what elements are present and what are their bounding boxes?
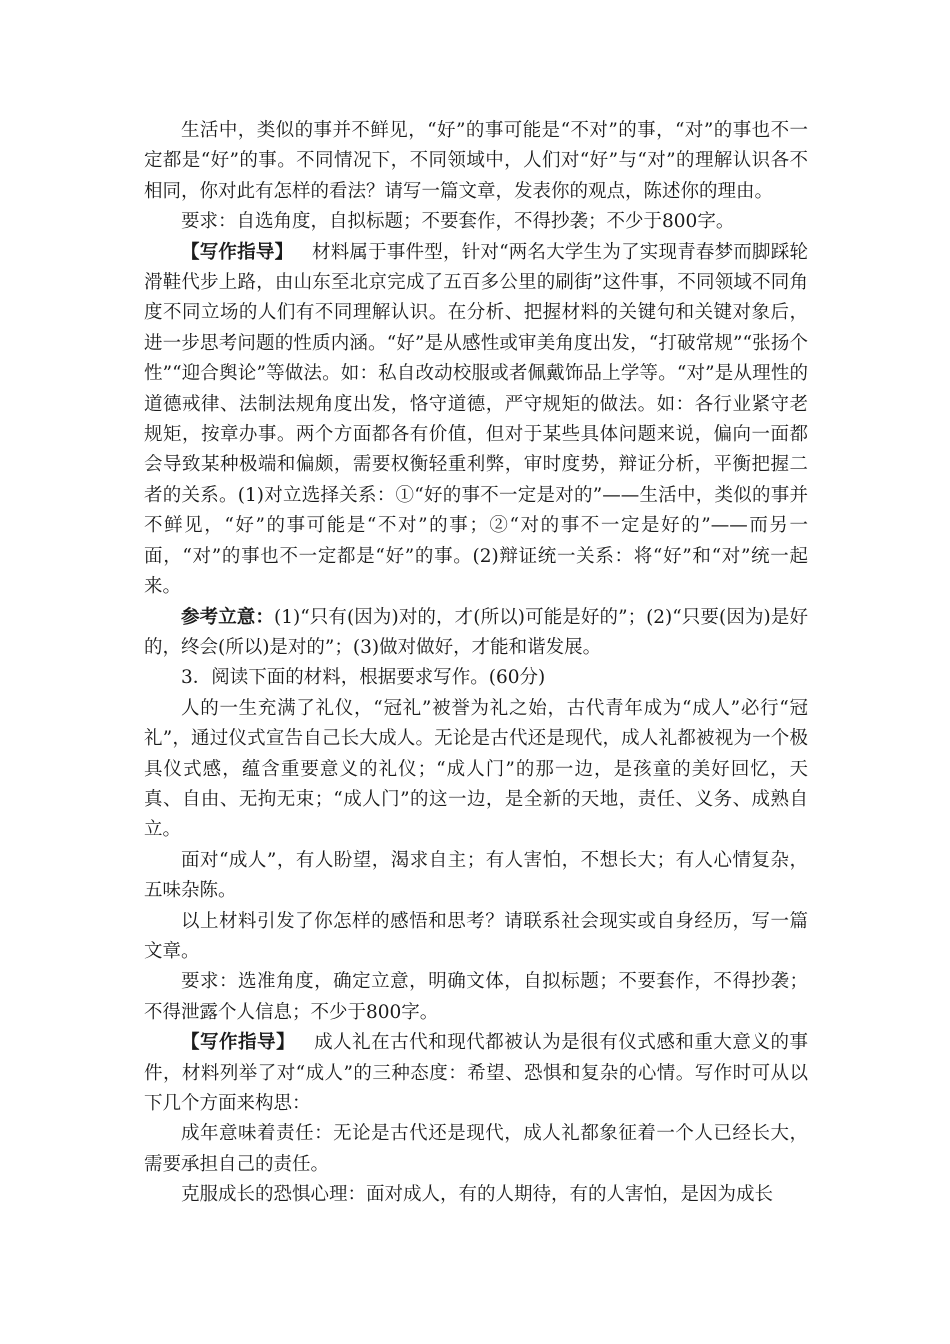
paragraph-text: 生活中，类似的事并不鲜见，“好”的事可能是“不对”的事，“对”的事也不一定都是“好”的事。不同情况下，不同领域中，人们对“好”与“对”的理解认识各不相同，你对此有怎样的看法？请写一篇文章，发表你的观点，陈述你的理由。 <box>144 120 808 202</box>
paragraph-question-3 <box>144 663 808 693</box>
paragraph-text: 材料属于事件型，针对“两名大学生为了实现青春梦而脚踩轮滑鞋代步上路，由山东至北京完成了五百多公里的刷街”这件事，不同领域不同角度不同立场的人们有不同理解认识。在分析、把握材料的关键句和关键对象后，进一步思考问题的性质内涵。“好”是从感性或审美角度出发，“打破常规”“张扬个性”“迎合舆论”等做法。如：私自改动校服或者佩戴饰品上学等。“对”是从理性的道德戒律、法制法规角度出发，恪守道德，严守规矩的做法。如：各行业紧守老规矩，按章办事。两个方面都各有价值，但对于某些具体问题来说，偏向一面都会导致某种极端和偏颇，需要权衡轻重利弊，审时度势，辩证分析，平衡把握二者的关系。(1)对立选择关系：①“好的事不一定是对的”——生活中，类似的事并不鲜见，“好”的事可能是“不对”的事；②“对的事不一定是好的”——而另一面，“对”的事也不一定都是“好”的事。(2)辩证统一关系：将“好”和“对”统一起来。 <box>144 241 808 598</box>
paragraph-requirements-2 <box>144 967 808 1028</box>
paragraph-attitudes <box>144 846 808 907</box>
paragraph-topic-statement <box>144 116 808 207</box>
paragraph-text: 要求：自选角度，自拟标题；不要套作，不得抄袭；不少于800字。 <box>181 211 735 233</box>
paragraph-text: 成年意味着责任：无论是古代还是现代，成人礼都象征着一个人已经长大，需要承担自己的责任。 <box>144 1123 808 1175</box>
paragraph-reference-ideas <box>144 603 808 664</box>
writing-guide-label: 【写作指导】 <box>181 241 294 263</box>
paragraph-material <box>144 694 808 846</box>
writing-guide-label: 【写作指导】 <box>181 1032 296 1054</box>
paragraph-responsibility <box>144 1119 808 1180</box>
reference-ideas-label: 参考立意： <box>181 606 275 628</box>
paragraph-overcome-fear <box>144 1180 808 1210</box>
paragraph-text: 成人礼在古代和现代都被认为是很有仪式感和重大意义的事件，材料列举了对“成人”的三种态度：希望、恐惧和复杂的心情。写作时可从以下几个方面来构思： <box>144 1032 808 1114</box>
paragraph-text: 人的一生充满了礼仪，“冠礼”被誉为礼之始，古代青年成为“成人”必行“冠礼”，通过仪式宣告自己长大成人。无论是古代还是现代，成人礼都被视为一个极具仪式感，蕴含重要意义的礼仪；“成人门”的那一边，是孩童的美好回忆，天真、自由、无拘无束；“成人门”的这一边，是全新的天地，责任、义务、成熟自立。 <box>144 697 808 841</box>
paragraph-prompt <box>144 907 808 968</box>
paragraph-text: 以上材料引发了你怎样的感悟和思考？请联系社会现实或自身经历，写一篇文章。 <box>144 910 808 962</box>
paragraph-text: 面对“成人”，有人盼望，渴求自主；有人害怕，不想长大；有人心情复杂，五味杂陈。 <box>144 849 808 902</box>
paragraph-text: 克服成长的恐惧心理：面对成人，有的人期待，有的人害怕，是因为成长 <box>181 1184 774 1206</box>
paragraph-requirements <box>144 207 808 237</box>
paragraph-writing-guide-2 <box>144 1028 808 1119</box>
paragraph-text: 要求：选准角度，确定立意，明确文体，自拟标题；不要套作，不得抄袭；不得泄露个人信息；不少于800字。 <box>144 971 808 1023</box>
document-page <box>144 116 808 1211</box>
paragraph-text: (1)“只有(因为)对的，才(所以)可能是好的”；(2)“只要(因为)是好的，终会(所以)是对的”；(3)做对做好，才能和谐发展。 <box>144 606 808 658</box>
paragraph-text: 3．阅读下面的材料，根据要求写作。(60分) <box>181 667 546 689</box>
paragraph-writing-guide <box>144 238 808 603</box>
